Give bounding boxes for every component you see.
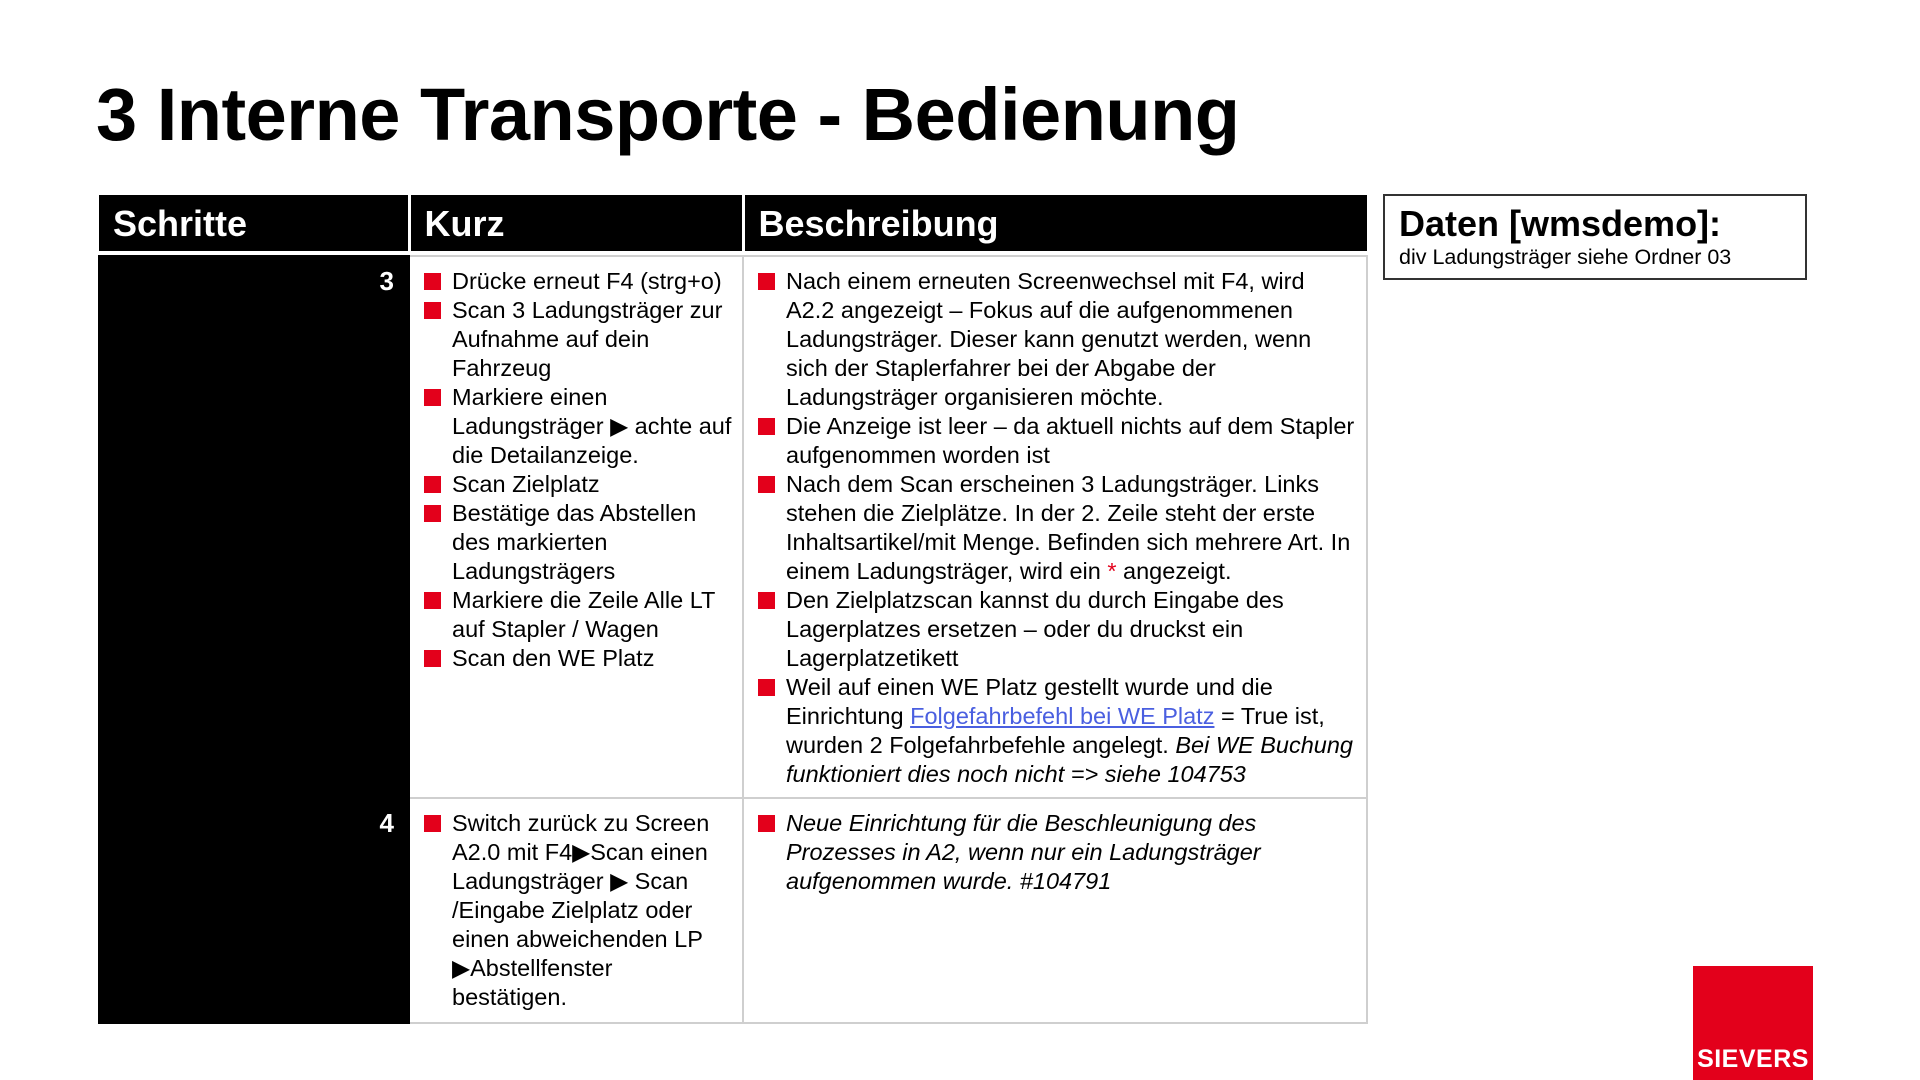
list-item: Die Anzeige ist leer – da aktuell nichts auf dem Stapler aufgenommen worden ist xyxy=(756,412,1356,470)
kurz-cell xyxy=(409,256,743,798)
beschreibung-list xyxy=(756,809,1356,896)
list-item: Den Zielplatzscan kannst du durch Eingabe des Lagerplatzes ersetzen – oder du druckst ein Lagerplatzetikett xyxy=(756,586,1356,673)
list-item: Nach einem erneuten Screenwechsel mit F4, wird A2.2 angezeigt – Fokus auf die aufgenommenen Ladungsträger. Dieser kann genutzt werden, wenn sich der Staplerfahrer bei der Abgabe der Ladungsträger organisieren möchte. xyxy=(756,267,1356,412)
step-number: 4 xyxy=(99,798,409,1023)
list-item: Neue Einrichtung für die Beschleunigung des Prozesses in A2, wenn nur ein Ladungsträger aufgenommen wurde. #104791 xyxy=(756,809,1356,896)
italic-note: Bei WE Buchung funktioniert dies noch nicht => siehe 104753 xyxy=(786,732,1353,787)
list-item: Scan den WE Platz xyxy=(422,644,732,673)
sievers-logo: SIEVERS xyxy=(1693,966,1813,1080)
list-item xyxy=(756,673,1356,789)
list-item: Markiere die Zeile Alle LT auf Stapler / Wagen xyxy=(422,586,732,644)
list-item: Markiere einen Ladungsträger ▶ achte auf die Detailanzeige. xyxy=(422,383,732,470)
header-schritte: Schritte xyxy=(99,195,409,251)
header-kurz: Kurz xyxy=(409,195,743,251)
table-row xyxy=(99,798,1367,1023)
list-item: Scan Zielplatz xyxy=(422,470,732,499)
list-item xyxy=(756,470,1356,586)
table-row xyxy=(99,256,1367,798)
text-segment: Weil auf einen WE Platz gestellt wurde und die Einrichtung xyxy=(786,674,1273,729)
steps-table xyxy=(98,195,1368,1024)
text-segment: = True ist, wurden 2 Folgefahrbefehle angelegt. xyxy=(786,703,1325,758)
list-item: Switch zurück zu Screen A2.0 mit F4▶Scan einen Ladungsträger ▶ Scan /Eingabe Zielplatz oder einen abweichenden LP ▶Abstellfenster bestätigen. xyxy=(422,809,732,1012)
list-item: Scan 3 Ladungsträger zur Aufnahme auf dein Fahrzeug xyxy=(422,296,732,383)
table-header-row xyxy=(99,195,1367,251)
page-title: 3 Interne Transporte - Bedienung xyxy=(96,73,1240,156)
asterisk-marker: * xyxy=(1107,558,1117,584)
beschreibung-list xyxy=(756,267,1356,789)
text-segment: Nach dem Scan erscheinen 3 Ladungsträger. Links stehen die Zielplätze. In der 2. Zeile steht der erste Inhaltsartikel/mit Menge. Befinden sich mehrere Art. In einem Ladungsträger, wird ein xyxy=(786,471,1351,584)
header-beschreibung: Beschreibung xyxy=(743,195,1367,251)
folgefahrbefehl-link[interactable]: Folgefahrbefehl bei WE Platz xyxy=(910,703,1215,729)
text-segment: angezeigt. xyxy=(1116,558,1232,584)
data-box-title: Daten [wmsdemo]: xyxy=(1399,203,1722,244)
step-number: 3 xyxy=(99,256,409,798)
data-info-box xyxy=(1383,194,1807,280)
kurz-list xyxy=(422,809,732,1012)
beschreibung-cell xyxy=(743,256,1367,798)
data-box-text: div Ladungsträger siehe Ordner 03 xyxy=(1399,245,1732,269)
beschreibung-cell xyxy=(743,798,1367,1023)
kurz-list xyxy=(422,267,732,673)
list-item: Drücke erneut F4 (strg+o) xyxy=(422,267,732,296)
kurz-cell xyxy=(409,798,743,1023)
list-item: Bestätige das Abstellen des markierten Ladungsträgers xyxy=(422,499,732,586)
